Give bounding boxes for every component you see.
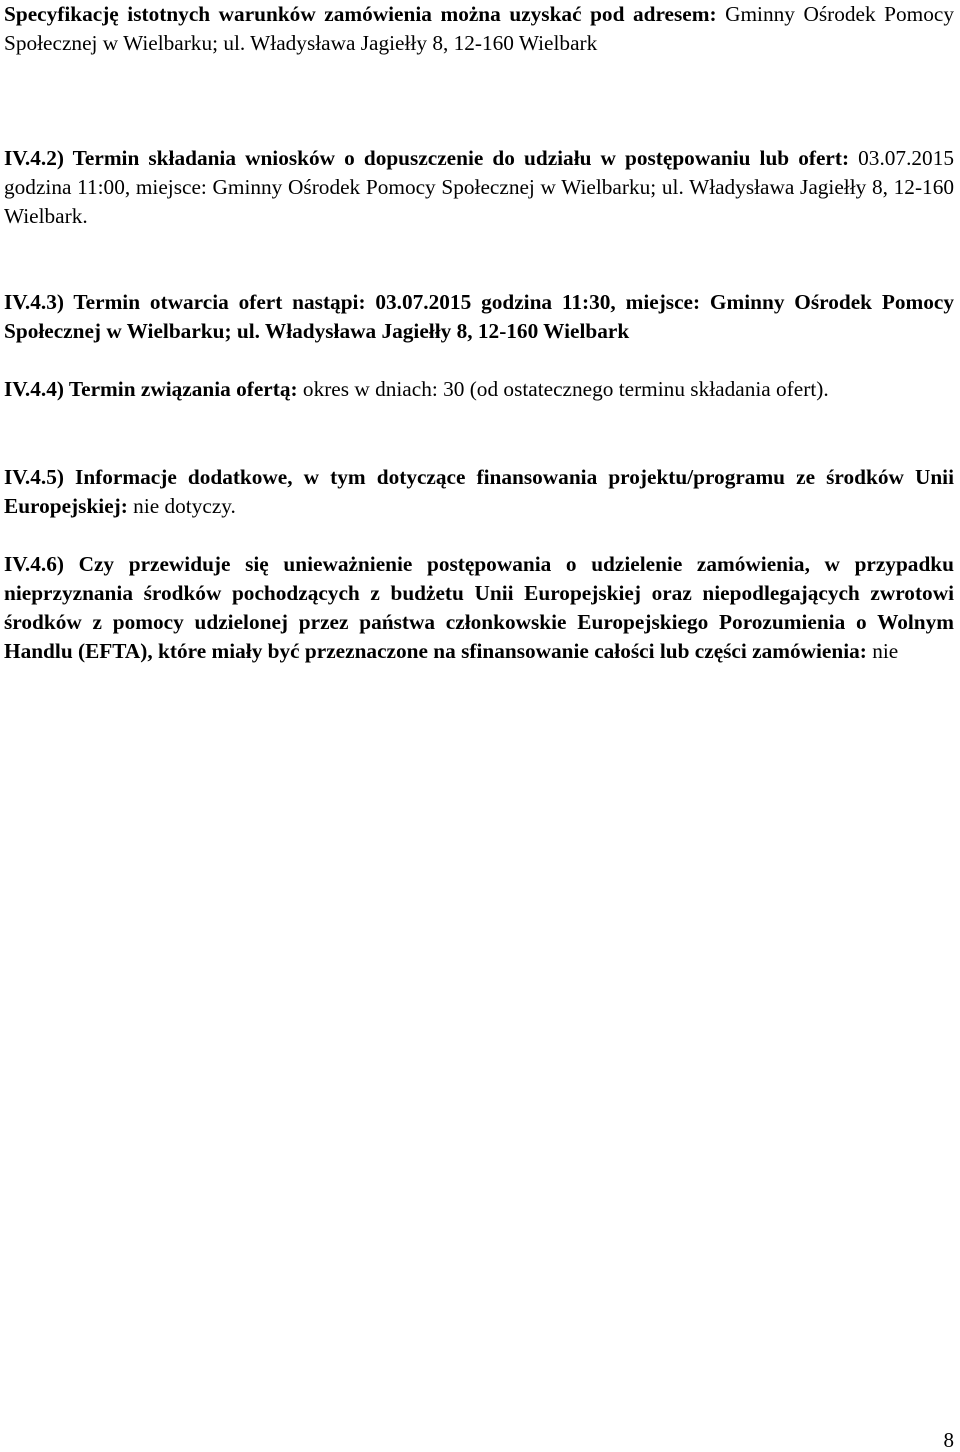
paragraph-text: Gminny Ośrodek Pomocy Społecznej w Wielbarku; ul. Władysława Jagiełły 8, 12-160 Wielbark: [4, 2, 954, 55]
paragraph-text: nie dotyczy.: [127, 494, 236, 518]
paragraph-heading: IV.4.6) Czy przewiduje się unieważnienie postępowania o udzielenie zamówienia, w przypadku nieprzyznania środków pochodzących z budżetu Unii Europejskiej oraz niepodlegających zwrotowi środków z pomocy udzielonej przez państwa członkowskie Europejskiego Porozumienia o Wolnym Handlu (EFTA), które miały być przeznaczone na sfinansowanie całości lub części zamówienia:: [4, 552, 954, 663]
paragraph-heading: IV.4.2) Termin składania wniosków o dopuszczenie do udziału w postępowaniu lub ofert:: [4, 146, 850, 170]
paragraph-heading: IV.4.4) Termin związania ofertą:: [4, 377, 298, 401]
paragraph-heading: IV.4.3) Termin otwarcia ofert nastąpi: 03.07.2015 godzina 11:30, miejsce: Gminny Ośrodek Pomocy Społecznej w Wielbarku; ul. Władysława Jagiełły 8, 12-160 Wielbark: [4, 290, 954, 343]
paragraph-specification-address: [4, 0, 954, 58]
page-number: 8: [943, 1428, 954, 1452]
paragraph-iv-4-3: [4, 288, 954, 346]
paragraph-text: nie: [866, 639, 899, 663]
paragraph-heading: IV.4.5) Informacje dodatkowe, w tym dotyczące finansowania projektu/programu ze środków Unii Europejskiej:: [4, 465, 954, 518]
paragraph-text: 03.07.2015 godzina 11:00, miejsce: Gminny Ośrodek Pomocy Społecznej w Wielbarku; ul. Władysława Jagiełły 8, 12-160 Wielbark.: [4, 146, 954, 228]
paragraph-heading: Specyfikację istotnych warunków zamówienia można uzyskać pod adresem:: [4, 2, 717, 26]
paragraph-iv-4-2: [4, 144, 954, 231]
paragraph-iv-4-5: [4, 463, 954, 521]
paragraph-iv-4-6: [4, 550, 954, 666]
paragraph-iv-4-4: [4, 375, 829, 404]
paragraph-text: okres w dniach: 30 (od ostatecznego terminu składania ofert).: [297, 377, 829, 401]
